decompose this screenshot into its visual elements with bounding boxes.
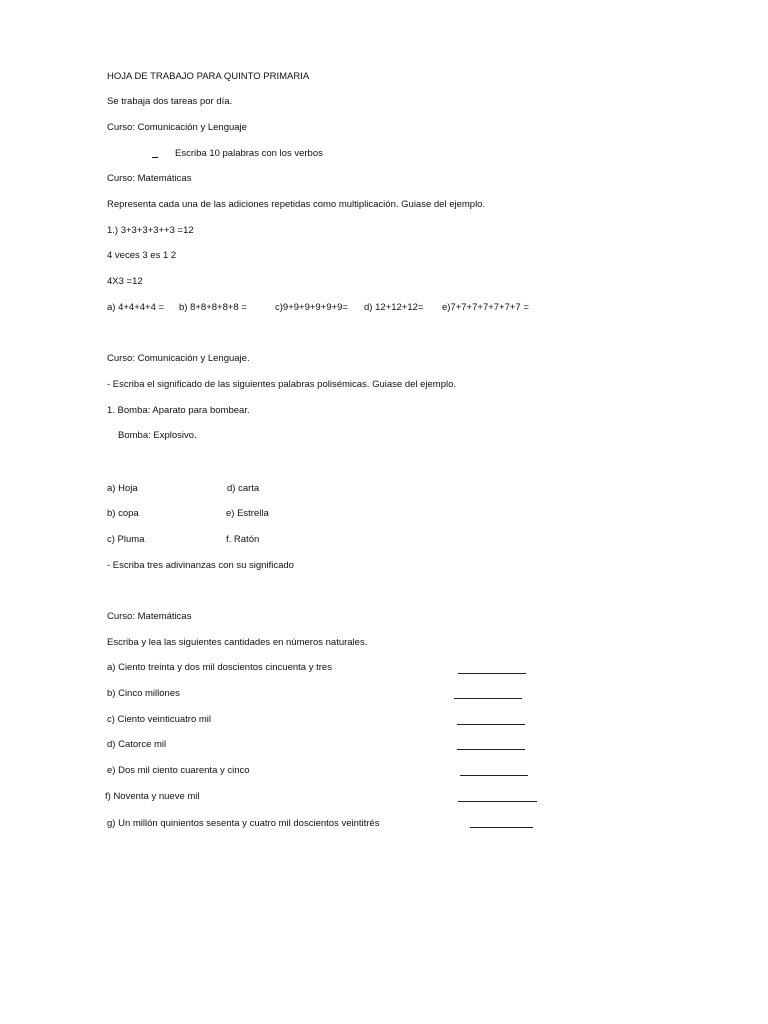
example-line: 1.) 3+3+3+3++3 =12 (107, 225, 194, 236)
exercise-item: c)9+9+9+9+9+9= (275, 302, 348, 313)
word-item: b) copa (107, 508, 139, 519)
answer-blank (458, 673, 526, 674)
intro-text: Se trabaja dos tareas por día. (107, 96, 233, 107)
instruction-text: - Escriba el significado de las siguientes palabras polisémicas. Guiase del ejemplo. (107, 379, 457, 390)
instruction-text: Representa cada una de las adiciones repetidas como multiplicación. Guiase del ejemplo. (107, 199, 486, 210)
answer-blank (457, 749, 525, 750)
answer-blank (470, 827, 533, 828)
quantity-item: g) Un millón quinientos sesenta y cuatro mil doscientos veintitrés (107, 818, 380, 829)
word-item: f. Ratón (226, 534, 260, 545)
course-heading-communication: Curso: Comunicación y Lenguaje. (107, 353, 250, 364)
quantity-item: a) Ciento treinta y dos mil doscientos cincuenta y tres (107, 662, 332, 673)
task-text: Escriba 10 palabras con los verbos (175, 148, 323, 159)
instruction-text: - Escriba tres adivinanzas con su significado (107, 560, 294, 571)
quantity-item: c) Ciento veinticuatro mil (107, 714, 212, 725)
instruction-text: Escriba y lea las siguientes cantidades en números naturales. (107, 637, 368, 648)
example-line: 1. Bomba: Aparato para bombear. (107, 405, 250, 416)
quantity-item: d) Catorce mil (107, 739, 167, 750)
word-item: c) Pluma (107, 534, 145, 545)
quantity-item: f) Noventa y nueve mil (105, 791, 200, 802)
quantity-item: e) Dos mil ciento cuarenta y cinco (107, 765, 250, 776)
course-heading-math: Curso: Matemáticas (107, 173, 192, 184)
example-line: 4 veces 3 es 1 2 (107, 250, 177, 261)
exercise-item: e)7+7+7+7+7+7+7 = (442, 302, 529, 313)
course-heading-communication: Curso: Comunicación y Lenguaje (107, 122, 247, 133)
word-item: a) Hoja (107, 483, 138, 494)
answer-blank (454, 698, 522, 699)
answer-blank (457, 724, 525, 725)
exercise-item: a) 4+4+4+4 = (107, 302, 165, 313)
example-line: 4X3 =12 (107, 276, 143, 287)
word-item: d) carta (227, 483, 260, 494)
exercise-item: d) 12+12+12= (364, 302, 424, 313)
answer-blank (458, 801, 537, 802)
quantity-item: b) Cinco millones (107, 688, 180, 699)
example-line: Bomba: Explosivo. (118, 430, 197, 441)
exercise-item: b) 8+8+8+8+8 = (179, 302, 247, 313)
dash-bullet-icon (152, 157, 158, 158)
page-title: HOJA DE TRABAJO PARA QUINTO PRIMARIA (107, 71, 310, 82)
course-heading-math: Curso: Matemáticas (107, 611, 192, 622)
word-item: e) Estrella (226, 508, 269, 519)
answer-blank (460, 775, 528, 776)
